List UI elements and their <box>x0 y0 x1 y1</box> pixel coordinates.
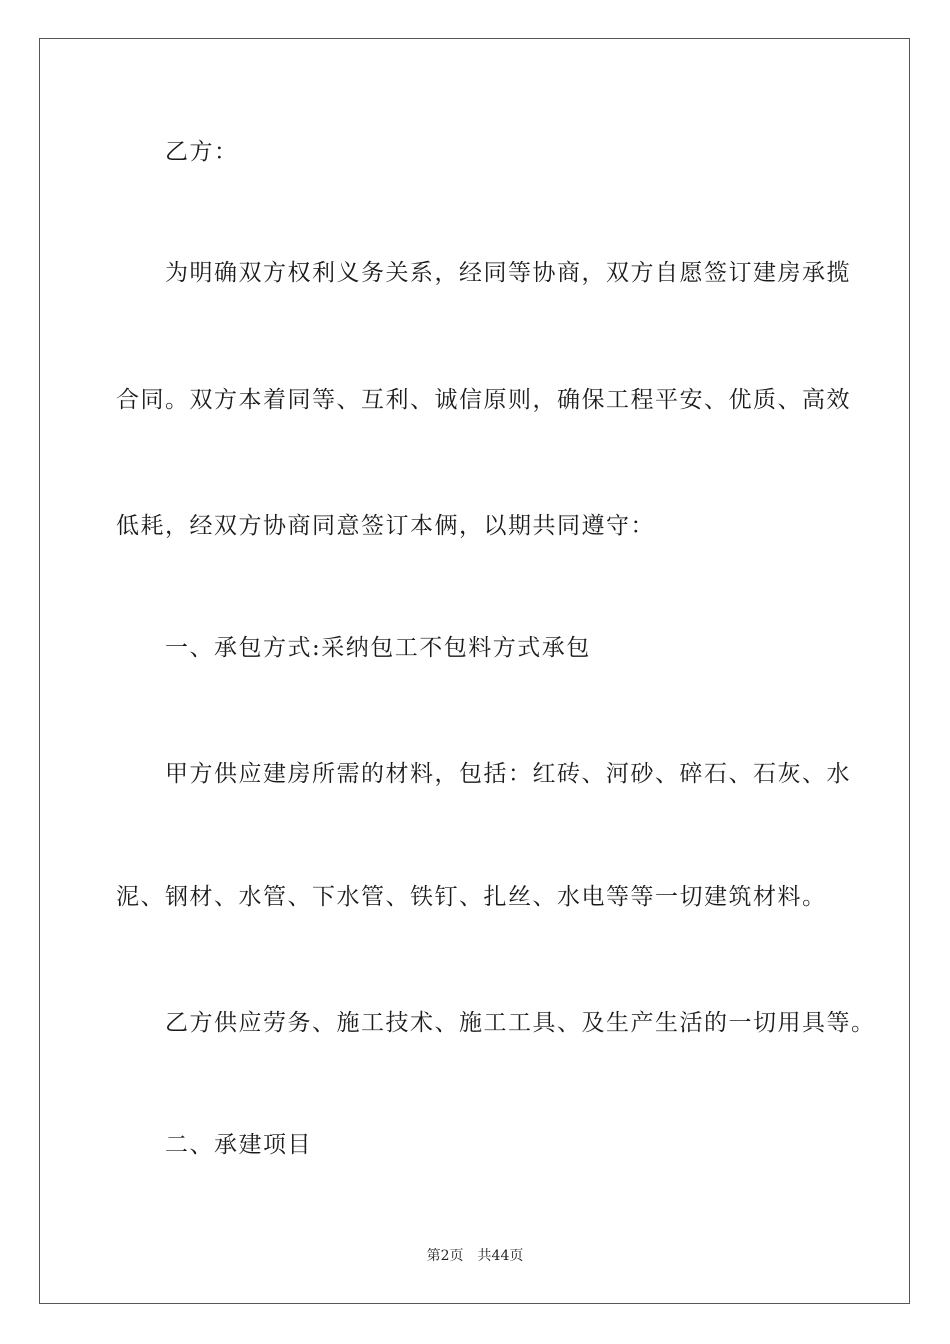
section-heading-2: 二、承建项目 <box>165 1132 312 1158</box>
total-pages: 共44页 <box>477 1248 524 1264</box>
page-footer <box>0 1246 950 1266</box>
paragraph-line: 甲方供应建房所需的材料，包括：红砖、河砂、碎石、石灰、水 <box>165 761 851 787</box>
section-heading-1: 一、承包方式:采纳包工不包料方式承包 <box>165 635 591 661</box>
paragraph-line: 乙方供应劳务、施工技术、施工工具、及生产生活的一切用具等。 <box>165 1010 876 1036</box>
paragraph-line: 泥、钢材、水管、下水管、铁钉、扎丝、水电等等一切建筑材料。 <box>116 884 827 910</box>
party-b-label: 乙方： <box>165 139 239 165</box>
paragraph-line: 合同。双方本着同等、互利、诚信原则，确保工程平安、优质、高效 <box>116 387 851 413</box>
page-number: 第2页 <box>426 1248 464 1264</box>
page-border <box>39 38 910 1304</box>
paragraph-line: 低耗，经双方协商同意签订本俩，以期共同遵守： <box>116 513 655 539</box>
paragraph-line: 为明确双方权利义务关系，经同等协商，双方自愿签订建房承揽 <box>165 260 851 286</box>
